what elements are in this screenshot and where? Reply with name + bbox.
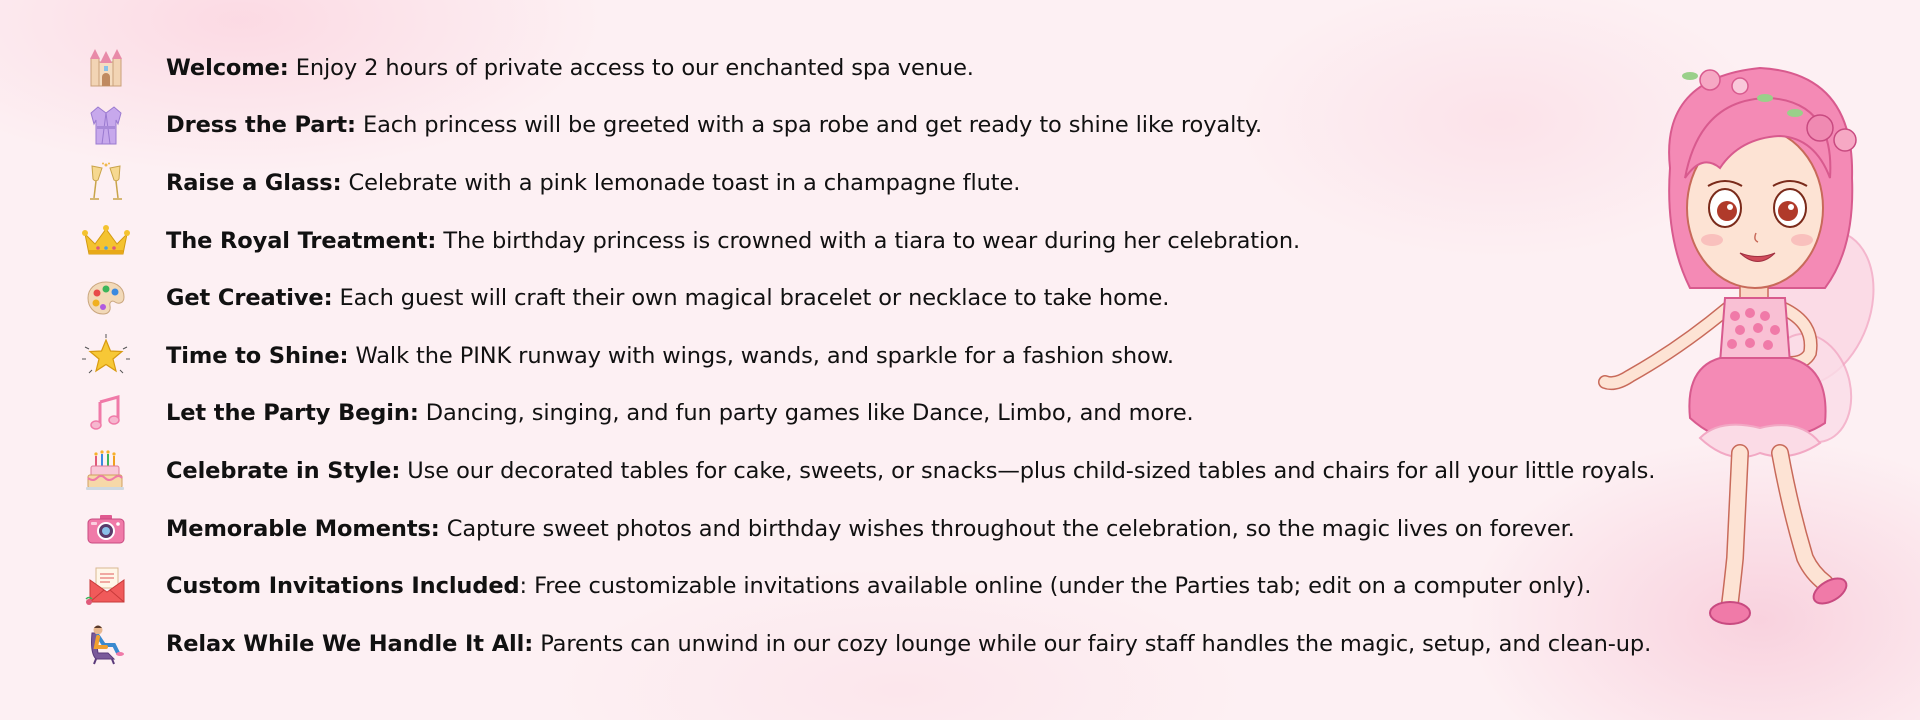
feature-title: Welcome: (166, 54, 289, 81)
feature-item-memorable-moments (78, 500, 1698, 558)
feature-title: Memorable Moments: (166, 515, 440, 542)
feature-title: Celebrate in Style: (166, 457, 401, 484)
feature-description: Parents can unwind in our cozy lounge while our fairy staff handles the magic, setup, and clean-up. (533, 630, 1652, 657)
party-features-list (78, 39, 1698, 673)
feature-item-royal-treatment (78, 212, 1698, 270)
feature-title: Custom Invitations Included (166, 573, 520, 600)
feature-description: Enjoy 2 hours of private access to our enchanted spa venue. (288, 54, 974, 81)
feature-title: Let the Party Begin: (166, 400, 419, 427)
feature-title: Raise a Glass: (166, 169, 342, 196)
glowing-star-icon (78, 333, 134, 379)
feature-description: Each princess will be greeted with a spa robe and get ready to shine like royalty. (355, 112, 1263, 139)
relaxing-person-icon (78, 621, 134, 667)
feature-item-time-to-shine (78, 327, 1698, 385)
feature-item-welcome (78, 39, 1698, 97)
robe-icon (78, 102, 134, 148)
feature-title: Relax While We Handle It All: (166, 630, 534, 657)
feature-item-dress-the-part (78, 97, 1698, 155)
feature-title: Get Creative: (166, 285, 333, 312)
crown-icon (78, 218, 134, 264)
feature-item-custom-invitations (78, 557, 1698, 615)
feature-title: Time to Shine: (166, 342, 349, 369)
feature-title: The Royal Treatment: (166, 227, 437, 254)
feature-item-raise-a-glass (78, 154, 1698, 212)
feature-item-party-begin (78, 385, 1698, 443)
champagne-glasses-icon (78, 160, 134, 206)
feature-description: The birthday princess is crowned with a tiara to wear during her celebration. (436, 227, 1301, 254)
feature-description: Use our decorated tables for cake, sweets, or snacks—plus child-sized tables and chairs for all your little royals. (400, 457, 1656, 484)
feature-description: Dancing, singing, and fun party games like Dance, Limbo, and more. (418, 400, 1194, 427)
invitation-envelope-icon (78, 563, 134, 609)
feature-item-get-creative (78, 269, 1698, 327)
paint-palette-icon (78, 275, 134, 321)
music-notes-icon (78, 390, 134, 436)
birthday-cake-icon (78, 448, 134, 494)
feature-item-celebrate-in-style (78, 442, 1698, 500)
camera-icon (78, 506, 134, 552)
feature-description: Capture sweet photos and birthday wishes throughout the celebration, so the magic lives on forever. (439, 515, 1575, 542)
feature-item-relax (78, 615, 1698, 673)
feature-description: Walk the PINK runway with wings, wands, and sparkle for a fashion show. (348, 342, 1174, 369)
feature-description: Celebrate with a pink lemonade toast in a champagne flute. (341, 169, 1021, 196)
feature-title: Dress the Part: (166, 112, 356, 139)
feature-description: : Free customizable invitations available online (under the Parties tab; edit on a computer only). (519, 573, 1592, 600)
pink-fairy-illustration (1590, 58, 1880, 658)
feature-description: Each guest will craft their own magical bracelet or necklace to take home. (332, 285, 1170, 312)
castle-icon (78, 45, 134, 91)
